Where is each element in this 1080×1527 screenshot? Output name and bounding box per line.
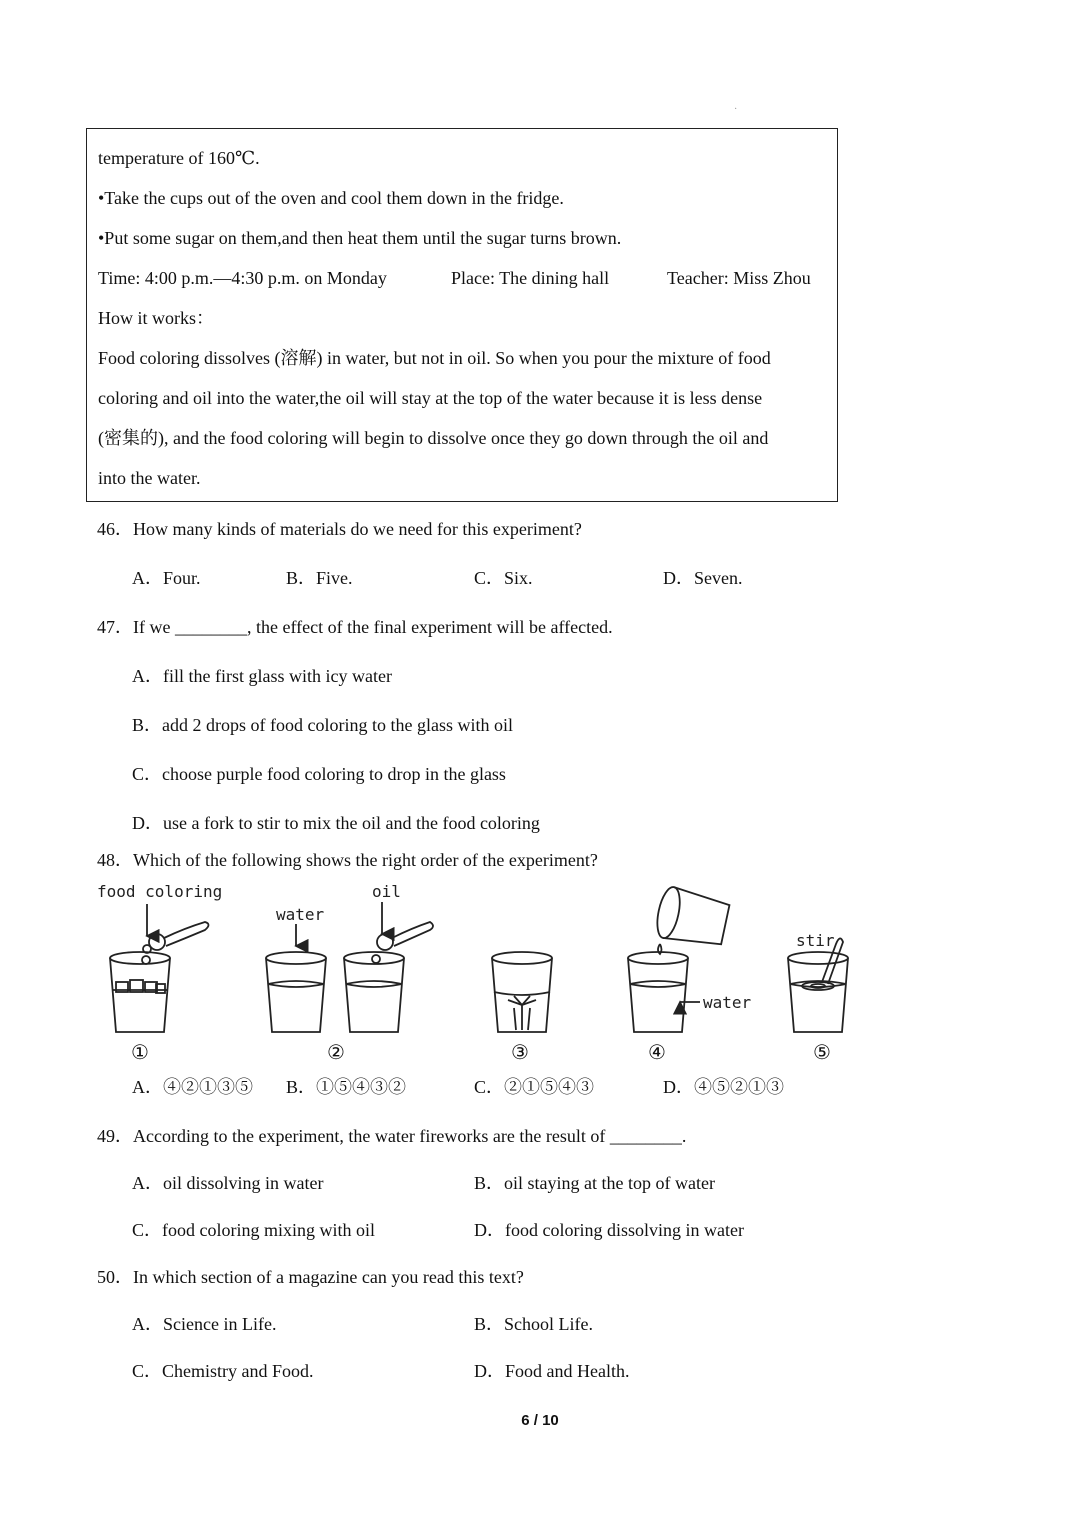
glass-2-oil	[344, 902, 433, 1032]
q47-option-b[interactable]: B．add 2 drops of food coloring to the glass with oil	[132, 715, 513, 735]
q48-option-b[interactable]: B．①⑤④③②	[286, 1077, 407, 1097]
teacher-info: Teacher: Miss Zhou	[667, 268, 811, 288]
glass-1-ice	[110, 904, 209, 1032]
glass-5-stir	[788, 938, 848, 1032]
step-number: ⑤	[813, 1042, 831, 1064]
caption-stir: stir	[796, 931, 835, 950]
q50-option-d[interactable]: D．Food and Health.	[474, 1361, 630, 1381]
glass-3-fireworks	[492, 952, 552, 1032]
how-line: (密集的), and the food coloring will begin to dissolve once they go down through the oil and	[98, 428, 769, 448]
q50-option-c[interactable]: C．Chemistry and Food.	[132, 1361, 314, 1381]
q50-option-a[interactable]: A．Science in Life.	[132, 1314, 277, 1334]
step-number: ④	[648, 1042, 666, 1064]
question-50: 50．In which section of a magazine can you read this text?	[97, 1267, 524, 1287]
q46-option-b[interactable]: B．Five.	[286, 568, 353, 588]
time-info: Time: 4:00 p.m.—4:30 p.m. on Monday	[98, 268, 387, 288]
q47-option-d[interactable]: D．use a fork to stir to mix the oil and the food coloring	[132, 813, 540, 833]
q48-option-a[interactable]: A．④②①③⑤	[132, 1077, 253, 1097]
step-number: ①	[131, 1042, 149, 1064]
q46-option-d[interactable]: D．Seven.	[663, 568, 743, 588]
caption-water: water	[276, 905, 325, 924]
question-46: 46．How many kinds of materials do we need for this experiment?	[97, 519, 582, 539]
question-49: 49．According to the experiment, the water fireworks are the result of ________.	[97, 1126, 687, 1146]
caption-water-side: water	[703, 993, 752, 1012]
place-info: Place: The dining hall	[451, 268, 610, 288]
how-it-works-title: How it works：	[98, 308, 214, 328]
question-47: 47．If we ________, the effect of the final experiment will be affected.	[97, 617, 613, 637]
caption-food-coloring: food coloring	[97, 882, 223, 901]
caption-oil: oil	[372, 882, 401, 901]
q49-option-a[interactable]: A．oil dissolving in water	[132, 1173, 324, 1193]
passage-line: •Put some sugar on them,and then heat them until the sugar turns brown.	[98, 228, 622, 248]
passage-line: •Take the cups out of the oven and cool them down in the fridge.	[98, 188, 564, 208]
step-number: ③	[511, 1042, 529, 1064]
q49-option-b[interactable]: B．oil staying at the top of water	[474, 1173, 715, 1193]
q50-option-b[interactable]: B．School Life.	[474, 1314, 593, 1334]
how-line: coloring and oil into the water,the oil will stay at the top of the water because it is less dense	[98, 388, 763, 408]
page-number: 6 / 10	[521, 1412, 559, 1429]
q47-option-c[interactable]: C．choose purple food coloring to drop in the glass	[132, 764, 506, 784]
q48-option-d[interactable]: D．④⑤②①③	[663, 1077, 784, 1097]
header-mark: ·	[734, 104, 738, 115]
q48-option-c[interactable]: C．②①⑤④③	[474, 1077, 595, 1097]
question-48: 48．Which of the following shows the right order of the experiment?	[97, 850, 598, 870]
q46-option-a[interactable]: A．Four.	[132, 568, 201, 588]
passage-line: temperature of 160℃.	[98, 148, 260, 168]
how-line: Food coloring dissolves (溶解) in water, but not in oil. So when you pour the mixture of food	[98, 348, 771, 368]
q46-option-c[interactable]: C．Six.	[474, 568, 533, 588]
q47-option-a[interactable]: A．fill the first glass with icy water	[132, 666, 392, 686]
step-number: ②	[327, 1042, 345, 1064]
q49-option-d[interactable]: D．food coloring dissolving in water	[474, 1220, 744, 1240]
how-line: into the water.	[98, 468, 201, 488]
glass-2-water	[266, 924, 326, 1032]
q49-option-c[interactable]: C．food coloring mixing with oil	[132, 1220, 375, 1240]
